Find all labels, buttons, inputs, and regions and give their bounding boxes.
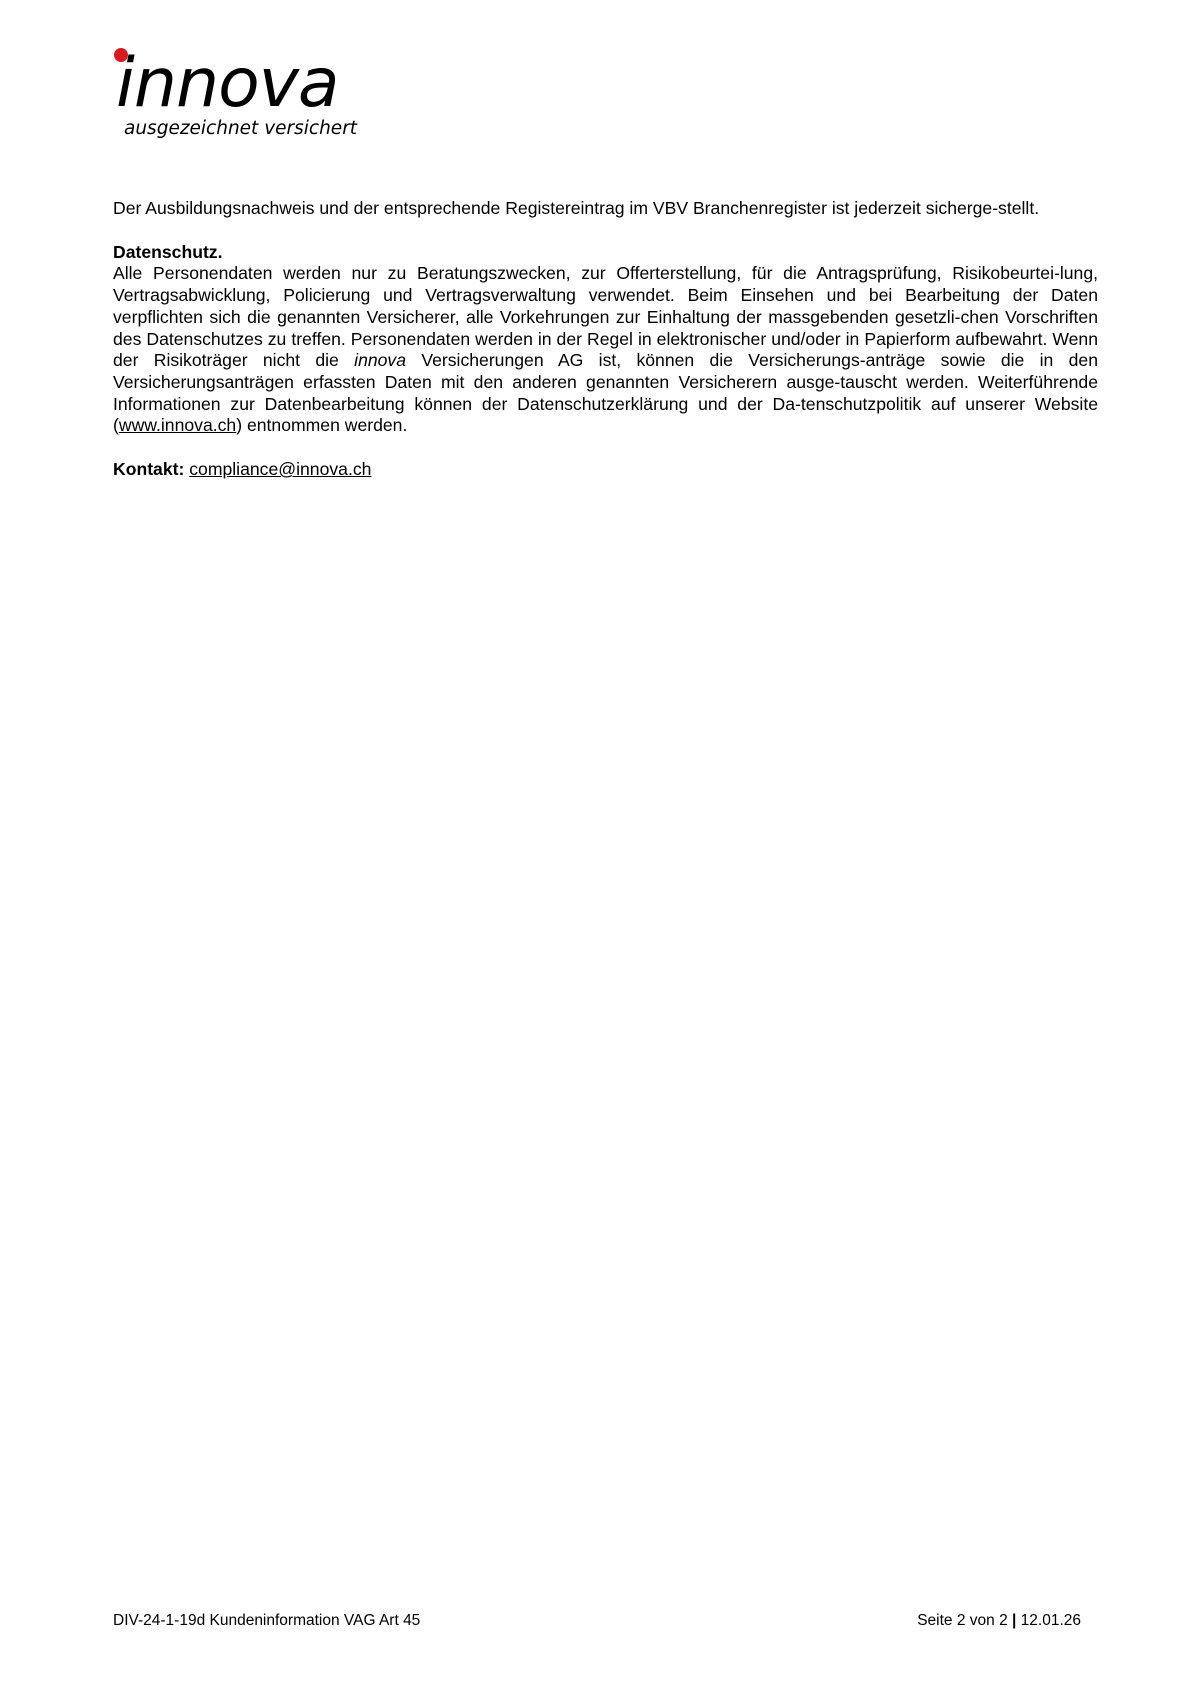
- logo-wordmark: innova: [116, 44, 339, 123]
- kontakt-label: Kontakt:: [113, 459, 185, 480]
- datenschutz-text-part3: ) entnommen werden.: [236, 415, 408, 436]
- intro-paragraph: Der Ausbildungsnachweis und der entsprechende Registereintrag im VBV Branchenregister ist jederzeit sicherge-stellt.: [113, 198, 1040, 218]
- brand-italic: innova: [354, 350, 407, 371]
- logo-tagline: ausgezeichnet versichert: [124, 118, 358, 139]
- compliance-email-link[interactable]: compliance@innova.ch: [189, 459, 372, 480]
- innova-logo: [112, 40, 358, 150]
- footer-date: 12.01.26: [1020, 1612, 1081, 1629]
- website-link[interactable]: www.innova.ch: [118, 415, 237, 436]
- datenschutz-paragraph: [113, 263, 1098, 437]
- footer-page-info: [917, 1612, 1081, 1630]
- footer-page-label: Seite 2 von 2: [917, 1612, 1008, 1629]
- footer-separator: |: [1012, 1612, 1017, 1629]
- footer-document-id: DIV-24-1-19d Kundeninformation VAG Art 45: [113, 1612, 421, 1629]
- document-body: [113, 198, 1098, 481]
- datenschutz-text-part1: Alle Personendaten werden nur zu Beratungszwecken, zur Offerterstellung, für die Antragsprüfung, Risikobeurtei-lung, Vertragsabwicklung, Policierung und Vertragsverwaltung verwendet. Beim Einsehen und bei Bearbeitung der Daten verpflichten sich die genannten Versicherer, alle Vorkehrungen zur Einhaltung der massgebenden gesetzli-chen Vorschriften des Datenschutzes zu treffen. Personendaten werden in der Regel in elektronischer und/oder in Papierform aufbewahrt. Wenn der Risikoträger nicht die: [113, 263, 1098, 371]
- kontakt-line: [113, 459, 1098, 481]
- datenschutz-heading: Datenschutz.: [113, 241, 223, 262]
- datenschutz-text-part2: Versicherungen AG ist, können die Versicherungs-anträge sowie die in den Versicherungsanträgen erfassten Daten mit den anderen genannten Versicherern ausge-tauscht werden. Weiterführende Informationen zur Datenbearbeitung können der Datenschutzerklärung und der Da-tenschutzpolitik auf unserer Website (: [113, 350, 1099, 436]
